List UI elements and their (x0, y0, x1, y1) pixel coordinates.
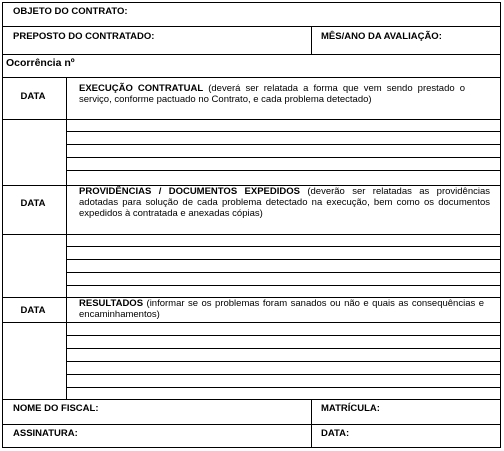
matricula-label: MATRÍCULA: (321, 403, 380, 414)
section-title: EXECUÇÃO CONTRATUAL (79, 83, 204, 94)
writing-line (66, 144, 501, 145)
data-label: DATA (20, 91, 46, 102)
divider (2, 399, 501, 400)
writing-line (66, 157, 501, 158)
divider (2, 26, 501, 27)
nome-fiscal-label: NOME DO FISCAL: (13, 403, 99, 414)
data-label: DATA (20, 305, 46, 316)
writing-line (66, 259, 501, 260)
section-execucao-text (79, 83, 465, 105)
objeto-label: OBJETO DO CONTRATO: (13, 6, 128, 17)
section-resultados-text (79, 298, 484, 320)
writing-line (66, 170, 501, 171)
mes-ano-label: MÊS/ANO DA AVALIAÇÃO: (321, 31, 442, 42)
section-providencias-text (79, 186, 490, 219)
writing-line (66, 246, 501, 247)
section-description: (deverá ser relatada a forma que vem sendo prestado o serviço, conforme pactuado no Contrato, e cada problema detectado) (79, 83, 465, 105)
divider (311, 26, 312, 54)
writing-line (66, 335, 501, 336)
writing-line (66, 348, 501, 349)
data-label: DATA (20, 198, 46, 209)
writing-line (66, 387, 501, 388)
ocorrencia-label: Ocorrência nº (6, 57, 75, 69)
writing-line (66, 361, 501, 362)
section-description: (deverão ser relatadas as providências adotadas para solução de cada problema detectado na execução, bem como os documentos expedidos à contratada e anexadas cópias) (79, 186, 490, 219)
assinatura-label: ASSINATURA: (13, 428, 78, 439)
section-title: PROVIDÊNCIAS / DOCUMENTOS EXPEDIDOS (79, 186, 300, 197)
writing-line (66, 374, 501, 375)
writing-line (66, 272, 501, 273)
form-border (2, 2, 501, 448)
divider (2, 77, 501, 78)
divider (2, 119, 501, 120)
writing-line (66, 285, 501, 286)
divider (2, 54, 501, 55)
divider (2, 234, 501, 235)
writing-line (66, 131, 501, 132)
divider (66, 185, 67, 297)
preposto-label: PREPOSTO DO CONTRATADO: (13, 31, 155, 42)
section-title: RESULTADOS (79, 298, 144, 309)
divider (2, 322, 501, 323)
section-description: (informar se os problemas foram sanados ou não e quais as consequências e encaminhamentos) (79, 298, 484, 320)
data-footer-label: DATA: (321, 428, 350, 439)
evaluation-form (2, 2, 501, 448)
divider (2, 424, 501, 425)
